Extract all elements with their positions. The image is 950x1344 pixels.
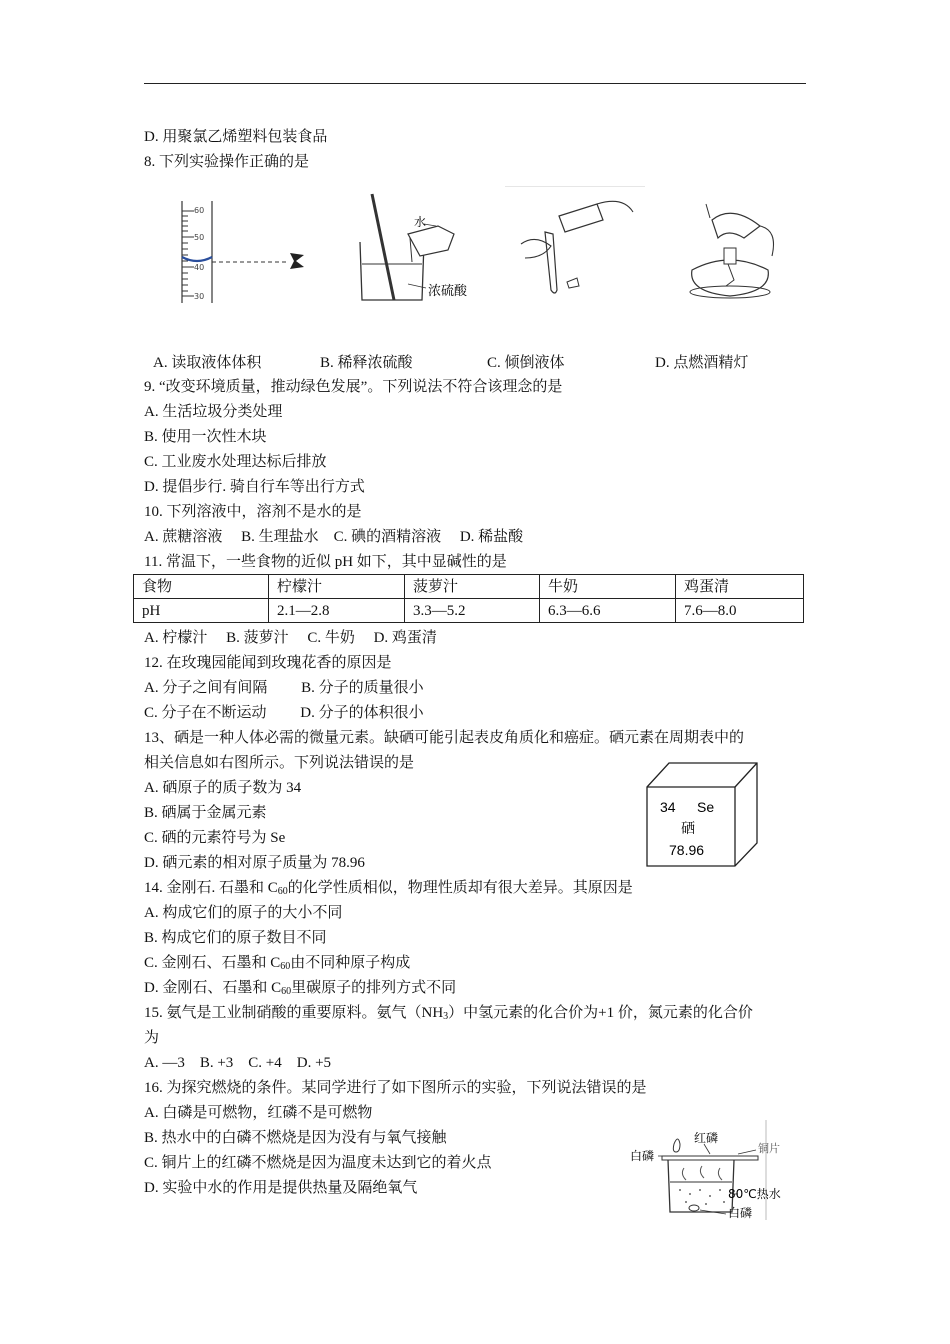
q13-stem-2: 相关信息如右图所示。下列说法错误的是: [144, 755, 415, 771]
q16-option-d: D. 实验中水的作用是提供热量及隔绝氧气: [144, 1180, 418, 1196]
table-cell: 柠檬汁: [269, 575, 405, 599]
element-number: 34: [660, 799, 676, 815]
header-rule: [144, 83, 806, 84]
q13-stem-1: 13、硒是一种人体必需的微量元素。缺硒可能引起表皮角质化和癌症。硒元素在周期表中的: [144, 730, 745, 746]
q14-option-a: A. 构成它们的原子的大小不同: [144, 905, 343, 921]
q16-option-c: C. 铜片上的红磷不燃烧是因为温度未达到它的着火点: [144, 1155, 492, 1171]
white-phosphorus-bottom-label: 白磷: [728, 1206, 753, 1220]
water-label: 水: [414, 215, 427, 229]
white-phosphorus-top-label: 白磷: [630, 1149, 655, 1163]
table-cell: 3.3—5.2: [405, 599, 540, 623]
table-cell: 牛奶: [540, 575, 676, 599]
q8-stem: 8. 下列实验操作正确的是: [144, 154, 310, 170]
q10-options: A. 蔗糖溶液 B. 生理盐水 C. 碘的酒精溶液 D. 稀盐酸: [144, 529, 524, 545]
dilute-acid-figure: [348, 188, 488, 308]
q15-stem-2: 为: [144, 1030, 160, 1046]
q16-option-a: A. 白磷是可燃物，红磷不是可燃物: [144, 1105, 373, 1121]
flame-icon: [673, 1139, 680, 1152]
q8-option-c: C. 倾倒液体: [487, 355, 565, 371]
table-cell: 7.6—8.0: [676, 599, 804, 623]
q12-options-cd: C. 分子在不断运动 D. 分子的体积很小: [144, 705, 424, 721]
q15-options: A. —3 B. +3 C. +4 D. +5: [144, 1055, 332, 1071]
q13-option-d: D. 硒元素的相对原子质量为 78.96: [144, 855, 365, 871]
table-cell: 2.1—2.8: [269, 599, 405, 623]
q9-stem: 9. “改变环境质量，推动绿色发展”。下列说法不符合该理念的是: [144, 379, 563, 395]
table-cell: 食物: [134, 575, 269, 599]
table-cell: 鸡蛋清: [676, 575, 804, 599]
table-cell: pH: [134, 599, 269, 623]
ph-table: [133, 574, 804, 623]
q7-option-d: D. 用聚氯乙烯塑料包装食品: [144, 129, 328, 145]
q9-option-b: B. 使用一次性木块: [144, 429, 267, 445]
tick-60: 60: [194, 206, 205, 215]
q14-stem: 14. 金刚石. 石墨和 $C_{60}$的化学性质相似，物理性质却有很大差异。其原因是: [144, 880, 633, 897]
q8-option-d: D. 点燃酒精灯: [655, 355, 749, 371]
acid-label: 浓硫酸: [428, 284, 468, 299]
selenium-element-box: [645, 761, 760, 868]
table-row: [134, 599, 804, 623]
q13-option-b: B. 硒属于金属元素: [144, 805, 267, 821]
q11-options: A. 柠檬汁 B. 菠萝汁 C. 牛奶 D. 鸡蛋清: [144, 630, 437, 646]
q9-option-d: D. 提倡步行. 骑自行车等出行方式: [144, 479, 365, 495]
pour-liquid-figure: [505, 186, 645, 306]
table-cell: 菠萝汁: [405, 575, 540, 599]
q8-option-a: A. 读取液体体积: [153, 355, 262, 371]
hot-water-label: 80℃热水: [728, 1187, 781, 1201]
light-lamp-figure: [672, 200, 792, 310]
table-header-row: [134, 575, 804, 599]
element-symbol: Se: [697, 799, 715, 815]
table-cell: 6.3—6.6: [540, 599, 676, 623]
q16-option-b: B. 热水中的白磷不燃烧是因为没有与氧气接触: [144, 1130, 447, 1146]
tick-50: 50: [194, 233, 205, 242]
eye-icon: [290, 253, 304, 269]
copper-label: 铜片: [758, 1142, 780, 1155]
q14-option-c: C. 金刚石、石墨和 $C_{60}$由不同种原子构成: [144, 955, 411, 972]
element-name: 硒: [681, 821, 695, 837]
q10-stem: 10. 下列溶液中，溶剂不是水的是: [144, 504, 362, 520]
red-phosphorus-label: 红磷: [694, 1131, 719, 1145]
q13-option-a: A. 硒原子的质子数为 34: [144, 780, 302, 796]
q16-stem: 16. 为探究燃烧的条件。某同学进行了如下图所示的实验，下列说法错误的是: [144, 1080, 647, 1096]
q14-option-d: D. 金刚石、石墨和 $C_{60}$里碳原子的排列方式不同: [144, 980, 457, 997]
q12-options-ab: A. 分子之间有间隔 B. 分子的质量很小: [144, 680, 424, 696]
q14-option-b: B. 构成它们的原子数目不同: [144, 930, 327, 946]
tick-40: 40: [194, 263, 205, 272]
q13-option-c: C. 硒的元素符号为 Se: [144, 830, 286, 846]
combustion-experiment-figure: [628, 1120, 788, 1220]
q11-stem: 11. 常温下，一些食物的近似 pH 如下，其中显碱性的是: [144, 554, 507, 570]
q9-option-c: C. 工业废水处理达标后排放: [144, 454, 327, 470]
tick-30: 30: [194, 292, 205, 301]
q9-option-a: A. 生活垃圾分类处理: [144, 404, 283, 420]
q12-stem: 12. 在玫瑰园能闻到玫瑰花香的原因是: [144, 655, 392, 671]
q8-option-b: B. 稀释浓硫酸: [320, 355, 413, 371]
cylinder-reading-figure: [170, 195, 310, 310]
element-mass: 78.96: [669, 842, 705, 858]
q15-stem-1: 15. 氨气是工业制硝酸的重要原料。氨气$(NH_3)$中氢元素的化合价为+1 价，氮元素的化合价: [144, 1005, 753, 1022]
